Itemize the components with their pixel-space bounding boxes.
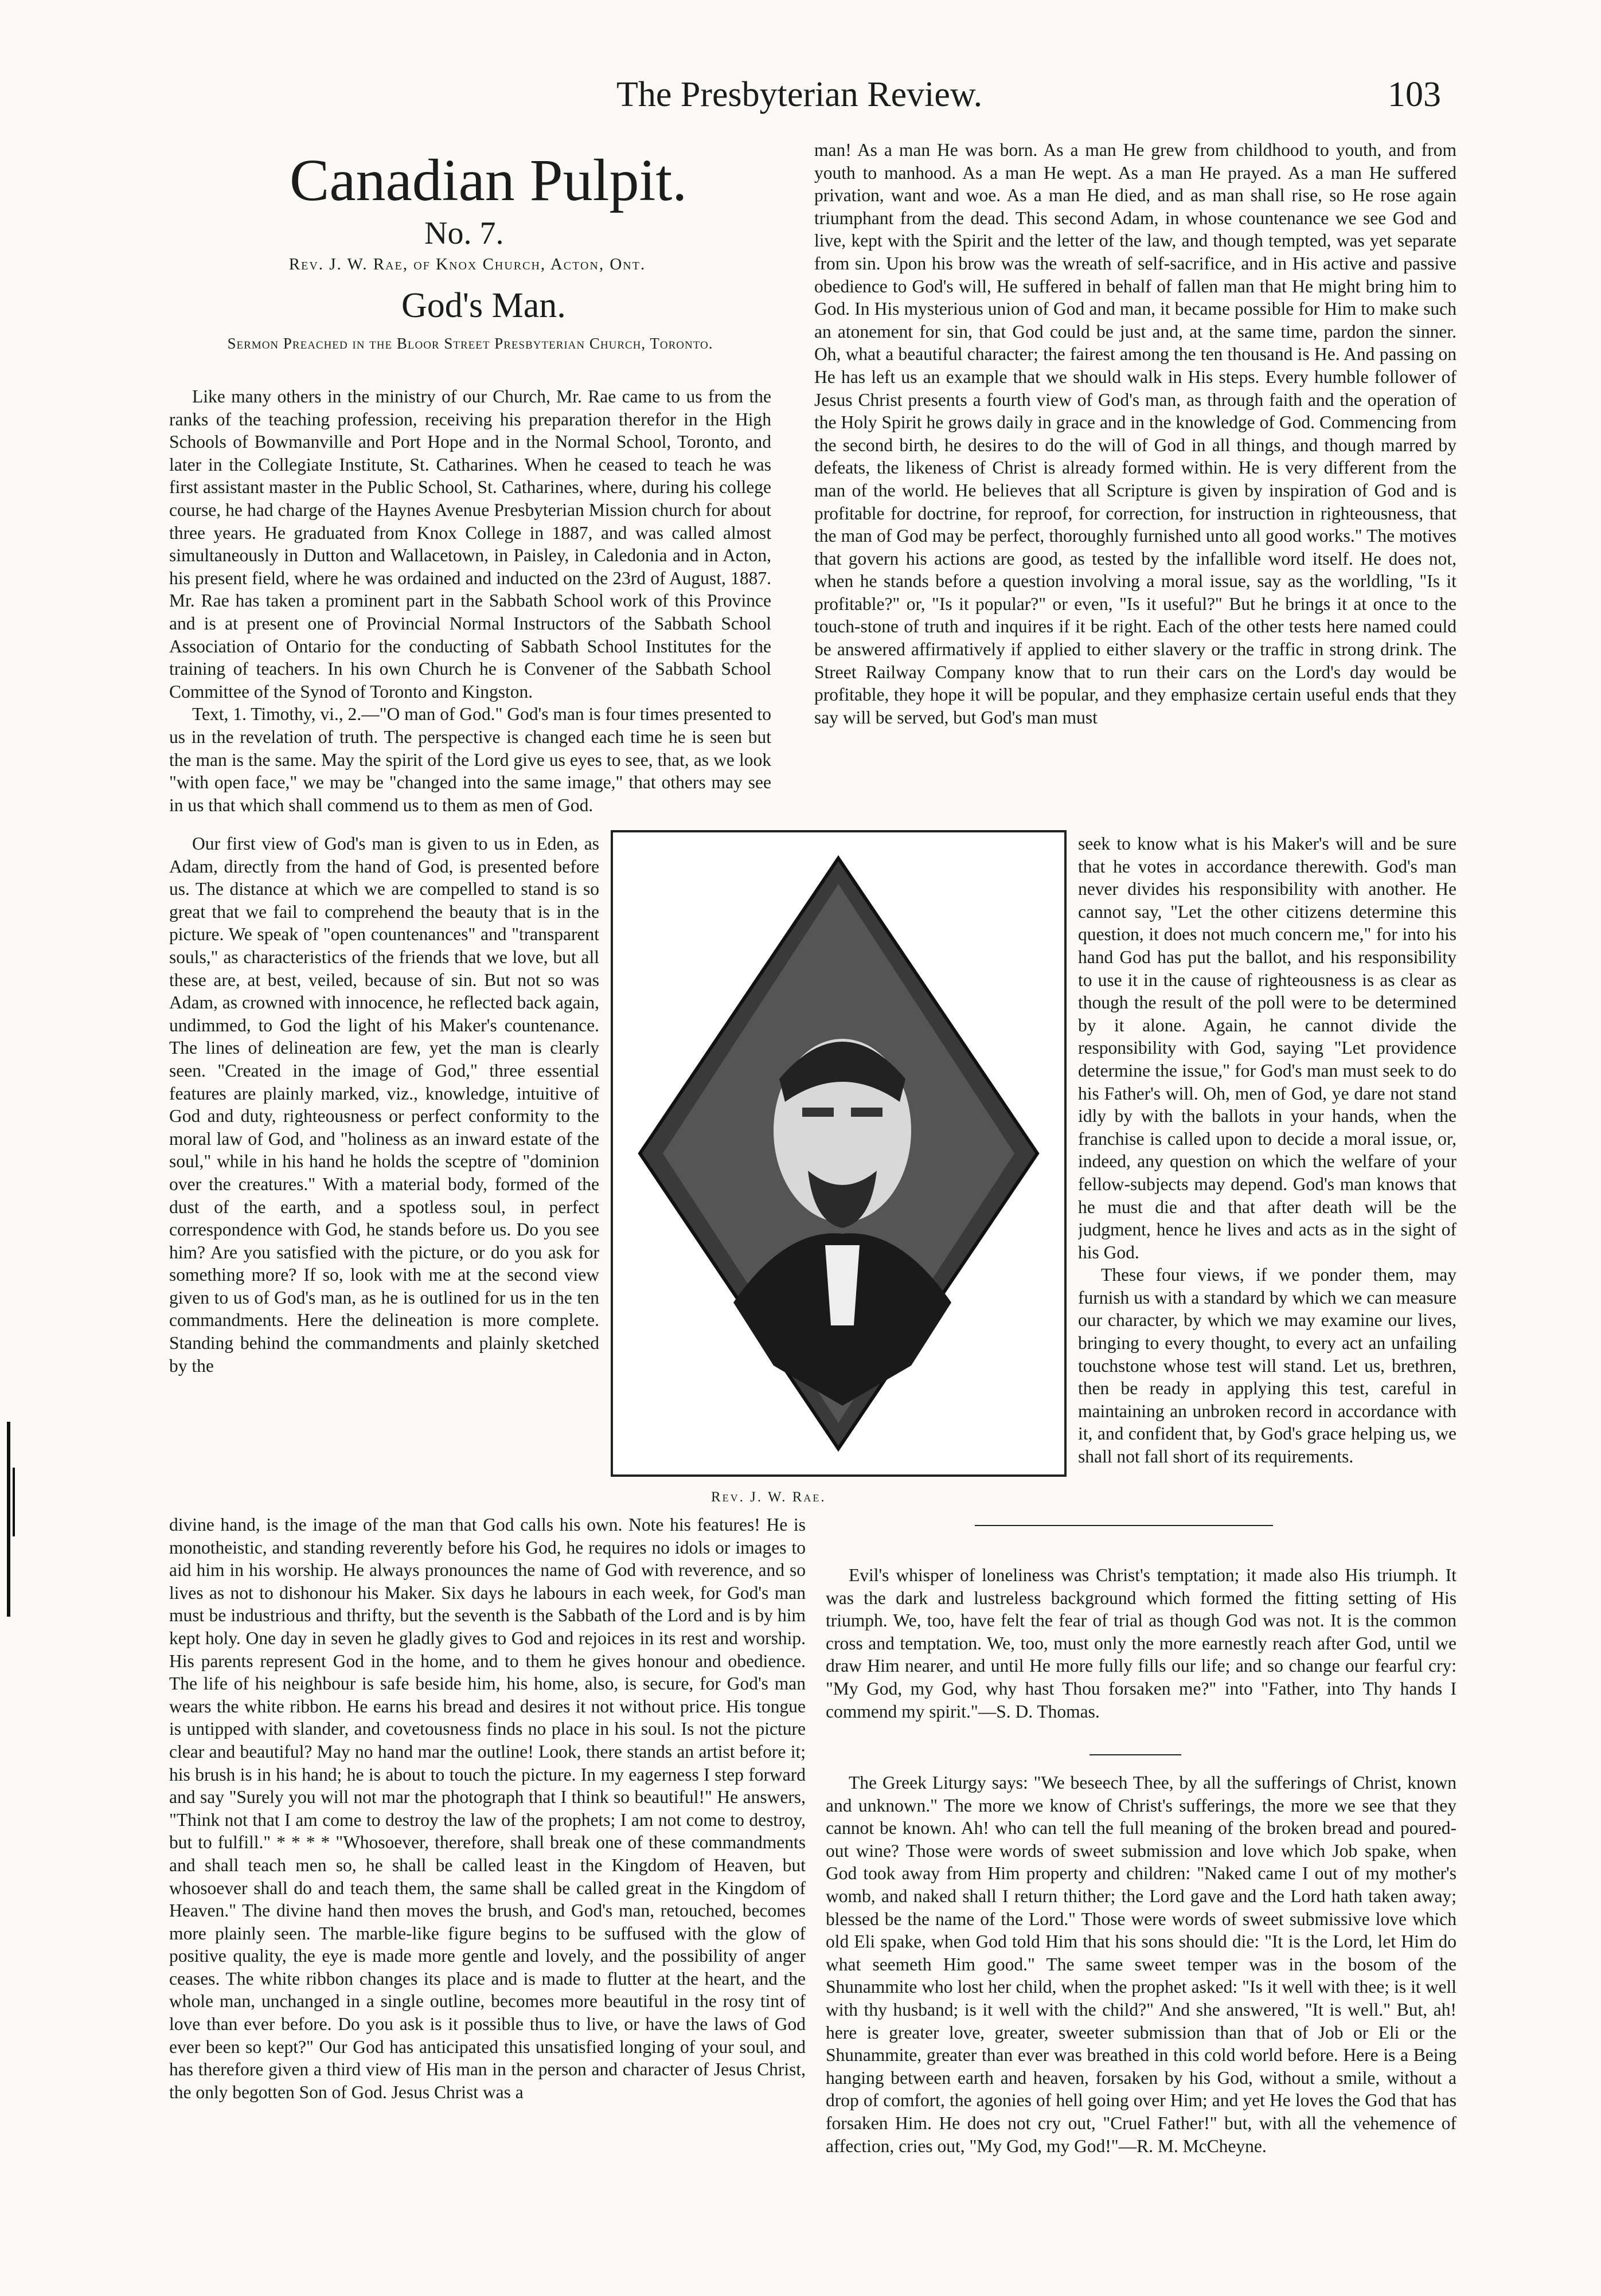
page-number: 103 <box>1388 75 1441 114</box>
intro-paragraph: Like many others in the ministry of our Church, Mr. Rae came to us from the ranks of the teaching profession, receiving his preparation therefor in the High Schools of Bowmanville and Port Hope and in the Normal School, Toronto, and later in the Collegiate Institute, St. Catharines. When he ceased to teach he was first assistant master in the Public School, St. Catharines, where, during his college course, he had charge of the Haynes Avenue Presbyterian Mission church for about three years. He graduated from Knox College in 1887, and was called almost simultaneously in Dutton and Wallacetown, in Paisley, in Caledonia and in Acton, his present field, where he was ordained and inducted on the 23rd of August, 1887. Mr. Rae has taken a prominent part in the Sabbath School work of this Province and is at present one of Provincial Normal Instructors of the Sabbath School Association of Ontario for the conducting of Sabbath School Institutes for the training of teachers. In his own Church he is Convener of the Sabbath School Committee of the Synod of Toronto and Kingston. <box>169 386 771 702</box>
evil-paragraph: Evil's whisper of loneliness was Christ's temptation; it made also His triumph. It was the dark and lustreless background which formed the fitting setting of His triumph. We, too, have felt the fear of trial as though God was not. It is the common cross and temptation. We, too, must only the more earnestly reach after God, until we draw Him nearer, and until He more fully fills our life; and so change our fearful cry: "My God, my God, why hast Thou forsaken me?" into "Father, into Thy hands I commend my spirit."—S. D. Thomas. <box>826 1565 1456 1722</box>
commandments-paragraph: divine hand, is the image of the man that God calls his own. Note his features! He is monotheistic, and standing reverently before his God, he requires no idols or images to aid him in his worship. He always pronounces the name of God with reverence, and so lives as not to dishonour his Maker. Six days he labours in each week, for God's man must be industrious and thrifty, but the seventh is the Sabbath of the Lord and is by him kept holy. One day in seven he gladly gives to God and rejoices in its rest and worship. His parents represent God in the home, and to them he gives honour and obedience. The life of his neighbour is safe beside him, his home, also, is secure, for God's man wears the white ribbon. He earns his bread and desires it not without price. His tongue is untipped with slander, and covetousness finds no place in his soul. Is not the picture clear and beautiful? May no hand mar the outline! Look, there stands an artist before it; his brush is in his hand; he is about to touch the picture. In my eagerness I step forward and say "Surely you will not mar the photograph that I think so beautiful!" He answers, "Think not that I am come to destroy the law of the prophets; I am not come to destroy, but to fulfill." * * * * "Whosoever, therefore, shall break one of these commandments and shall teach men so, he shall be called least in the Kingdom of Heaven, but whosoever shall do and teach them, the same shall be called great in the Kingdom of Heaven." The divine hand then moves the brush, and God's man, retouched, becomes more plainly seen. The marble-like figure begins to be suffused with the glow of positive quality, the eye is made more gentle and lovely, and the possibility of anger ceases. The white ribbon changes its place and is made to flutter at the heart, and the whole man, unchanged in a single outline, becomes more beautiful in the rosy tint of love than ever before. Do you ask is it possible thus to live, or have the laws of God ever been so kept?" Our God has anticipated this unsatisfied longing of your soul, and has therefore given a third view of His man in the person and character of Jesus Christ, the only begotten Son of God. Jesus Christ was a <box>169 1515 806 2102</box>
sermon-title: God's Man. <box>401 286 566 325</box>
intro-column <box>169 385 771 832</box>
publication-title: The Presbyterian Review. <box>616 75 983 114</box>
christ-column <box>814 139 1456 827</box>
voting-column <box>1078 832 1456 1507</box>
evil-column <box>826 1564 1456 1747</box>
portrait-frame <box>611 830 1067 1477</box>
scan-edge-mark <box>13 1468 15 1536</box>
issue-number: No. 7. <box>424 216 504 251</box>
portrait-caption: Rev. J. W. Rae. <box>711 1489 826 1505</box>
voting-paragraph: seek to know what is his Maker's will and be sure that he votes in accordance therewith. God's man never divides his responsibility with another. He cannot say, "Let the other citizens determine this question, it does not much concern me," for into his hand God has put the ballot, and his responsibility to use it in the cause of righteousness is as clear as though the result of the poll were to be determined by it alone. Again, he cannot divide the responsibility with God, saying "Let providence determine the issue," for God's man must seek to do his Father's will. Oh, men of God, ye dare not stand idly by with the ballots in your hands, when the franchise is called upon to decide a moral issue, or, indeed, any question on which the welfare of your fellow-subjects may depend. God's man knows that he must die and that after death will be the judgment, hence he lives and acts as in the sight of his God. <box>1078 834 1456 1262</box>
series-title: Canadian Pulpit. <box>290 147 688 213</box>
christ-paragraph: man! As a man He was born. As a man He grew from childhood to youth, and from youth to manhood. As a man He wept. As a man He prayed. As a man He suffered privation, want and woe. As a man He died, and as man shall rise, so He rose again triumphant from the dead. This second Adam, in whose countenance we see God and live, kept with the Spirit and the letter of the law, and though tempted, was yet separate from sin. Upon his brow was the wreath of self-sacrifice, and in His active and passive obedience to God's will, He suffered in behalf of fallen man that He might bring him to God. In His mysterious union of God and man, it became possible for Him to make such an atonement for sin, that God could be just and, at the same time, pardon the sinner. Oh, what a beautiful character; the fairest among the ten thousand is He. And passing on He has left us an example that we should walk in His steps. Every humble follower of Jesus Christ presents a fourth view of God's man, as through faith and the operation of the Holy Spirit he grows daily in grace and in the knowledge of God. Commencing from the second birth, he desires to do the will of God in all things, and though marred by defeats, the likeness of Christ is already formed within. He is very different from the man of the world. He believes that all Scripture is given by inspiration of God and is profitable for doctrine, for reproof, for correction, for instruction in righteousness, that the man of God may be perfect, thoroughly furnished unto all good works." The motives that govern his actions are good, as tested by the infallible word itself. He does not, when he stands before a question involving a moral issue, say as the worldling, "Is it profitable?" or, "Is it popular?" or even, "Is it useful?" But he brings it at once to the touch-stone of truth and inquires if it be right. Each of the other tests here named could be answered affirmatively if applied to either slavery or the traffic in strong drink. The Street Railway Company know that to run their cars on the Lord's day would be profitable, they hope it will be popular, and they emphasize certain useful ends that they say will be served, but God's man must <box>814 140 1456 727</box>
portrait-image <box>613 832 1064 1474</box>
text-paragraph: Text, 1. Timothy, vi., 2.—"O man of God." God's man is four times presented to us in the revelation of truth. The perspective is changed each time he is seen but the man is the same. May the spirit of the Lord give us eyes to see, that, as we look "with open face," we may be "changed into the same image," that others may see in us that which shall commend us to them as men of God. <box>169 704 771 815</box>
first-view-paragraph: Our first view of God's man is given to us in Eden, as Adam, directly from the hand of God, is presented before us. The distance at which we are compelled to stand is so great that we fail to comprehend the beauty that is in the picture. We speak of "open countenances" and "transparent souls," as characteristics of the friends that we love, but all these are, at best, veiled, because of sin. But not so was Adam, as crowned with innocence, he reflected back again, undimmed, to God the light of his Maker's countenance. The lines of delineation are few, yet the man is clearly seen. "Created in the image of God," three essential features are plainly marked, viz., knowledge, intuitive of God and duty, righteousness or perfect conformity to the moral law of God, and "holiness as an inward estate of the soul," while in his hand he holds the sceptre of "dominion over the creatures." With a material body, formed of the dust of the earth, and a spotless soul, in perfect correspondence with God, he stands before us. Do you see him? Are you satisfied with the picture, or do you ask for something more? If so, look with me at the second view given to us of God's man, as he is outlined for us in the ten commandments. Here the delineation is more complete. Standing behind the commandments and plainly sketched by the <box>169 834 599 1376</box>
greek-column <box>826 1771 1456 2239</box>
section-rule <box>975 1525 1273 1526</box>
scan-edge-mark <box>7 1422 10 1617</box>
preached-at: Sermon Preached in the Bloor Street Presbyterian Church, Toronto. <box>227 335 713 352</box>
greek-paragraph: The Greek Liturgy says: "We beseech Thee, by all the sufferings of Christ, known and unknown." The more we know of Christ's sufferings, the more we see that they cannot be known. Ah! who can tell the full meaning of the broken bread and poured-out wine? Those were words of sweet submission and love which Job spake, when God took away from Him property and children: "Naked came I out of my mother's womb, and naked shall I return thither; the Lord gave and the Lord hath taken away; blessed be the name of the Lord." Those were words of sweet submissive love which old Eli spake, when God told Him that his sons should die: "It is the Lord, let Him do what seemeth Him good." The same sweet temper was in the bosom of the Shunammite who lost her child, when the prophet asked: "Is it well with thee; is it well with thy husband; is it well with the child?" And she answered, "It is well." But, ah! here is greater love, greater, sweeter submission than that of Job or Eli or the Shunammite, greater than ever was breathed in this cold world before. Here is a Being hanging between earth and heaven, forsaken by his God, without a smile, without a drop of comfort, the agonies of hell going over Him; and yet He loves the God that has forsaken Him. He does not cry out, "Cruel Father!" but, with all the vehemence of affection, cries out, "My God, my God!"—R. M. McCheyne. <box>826 1773 1456 2156</box>
short-rule <box>1090 1754 1181 1755</box>
first-view-column <box>169 832 599 1507</box>
byline: Rev. J. W. Rae, of Knox Church, Acton, Ont. <box>288 255 646 273</box>
commandments-column <box>169 1513 806 2236</box>
four-views-paragraph: These four views, if we ponder them, may furnish us with a standard by which we can measure our character, by which we may examine our lives, bringing to every thought, to every act an unfailing touchstone whose test will stand. Let us, brethren, then be ready in applying this test, careful in maintaining an unbroken record in accordance with it, and confident that, by God's grace helping us, we shall not fall short of its requirements. <box>1078 1265 1456 1467</box>
